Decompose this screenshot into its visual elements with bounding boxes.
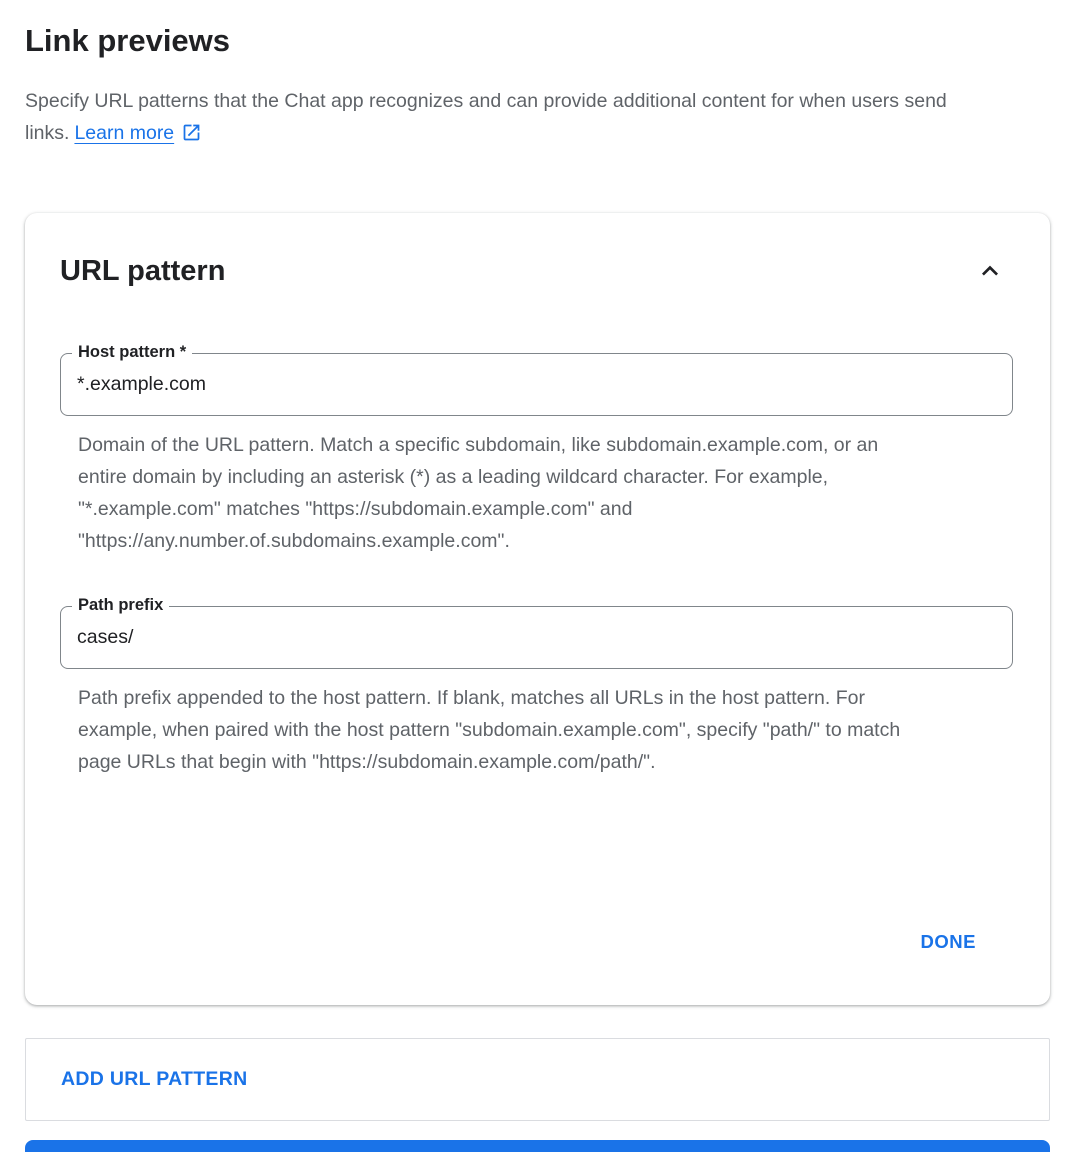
path-prefix-field — [60, 596, 1013, 669]
host-pattern-label: Host pattern * — [72, 340, 192, 364]
add-url-pattern-card — [25, 1038, 1050, 1121]
bottom-blue-bar — [25, 1140, 1050, 1152]
url-pattern-card — [25, 213, 1050, 1005]
path-prefix-label: Path prefix — [72, 593, 169, 617]
learn-more-link[interactable]: Learn more — [74, 122, 175, 144]
host-pattern-field — [60, 343, 1013, 416]
url-pattern-card-header — [60, 253, 1014, 289]
open-in-new-icon — [181, 122, 202, 143]
link-previews-page — [0, 22, 1075, 1152]
path-prefix-input[interactable] — [60, 606, 1013, 669]
page-title: Link previews — [25, 23, 231, 58]
page-description-text: Specify URL patterns that the Chat app recognizes and can provide additional content for when users send links. — [25, 90, 947, 144]
card-title: URL pattern — [60, 255, 226, 287]
add-url-pattern-button[interactable]: ADD URL PATTERN — [49, 1058, 260, 1101]
card-actions — [60, 923, 1014, 961]
host-pattern-helper-text: Domain of the URL pattern. Match a specific subdomain, like subdomain.example.com, or an entire domain by including an asterisk (*) as a leading wildcard character. For example, "*.example.com" matches "https://subdomain.example.com" and "https://any.number.of.subdomains.example.com". — [78, 434, 879, 552]
collapse-card-button[interactable] — [974, 255, 1006, 287]
page-description — [25, 85, 1037, 149]
done-button[interactable]: DONE — [909, 923, 988, 961]
host-pattern-input[interactable] — [60, 353, 1013, 416]
chevron-up-icon — [974, 255, 1006, 287]
path-prefix-helper-text: Path prefix appended to the host pattern. If blank, matches all URLs in the host pattern. For example, when paired with the host pattern "subdomain.example.com", specify "path/" to match page URLs that begin with "https://subdomain.example.com/path/". — [78, 687, 901, 773]
